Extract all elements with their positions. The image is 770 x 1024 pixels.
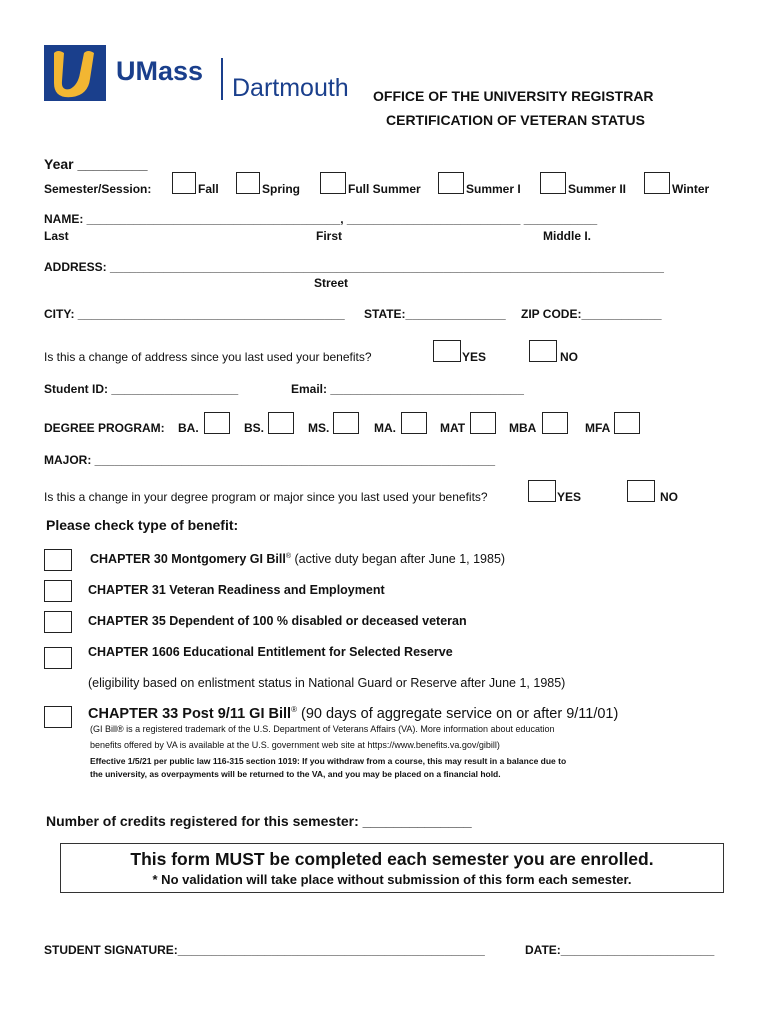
degree-mba-label: MBA: [509, 421, 537, 435]
checkbox-degree-ba[interactable]: [204, 412, 230, 434]
notice-main: This form MUST be completed each semester you are enrolled.: [130, 849, 654, 869]
state-field[interactable]: STATE:_______________: [364, 307, 506, 321]
degree-ba-label: BA.: [178, 421, 199, 435]
year-field[interactable]: Year _________: [44, 156, 148, 172]
chapter-33-label: CHAPTER 33 Post 9/11 GI Bill® (90 days of aggregate service on or after 9/11/01): [88, 705, 619, 722]
checkbox-degree-ma[interactable]: [401, 412, 427, 434]
semester-label: Semester/Session:: [44, 182, 152, 196]
u-mark-icon: [44, 45, 106, 101]
checkbox-spring[interactable]: [236, 172, 260, 194]
checkbox-summer-2[interactable]: [540, 172, 566, 194]
degree-ms-label: MS.: [308, 421, 330, 435]
program-change-question: Is this a change in your degree program or major since you last used your benefits?: [44, 490, 488, 504]
checkbox-winter[interactable]: [644, 172, 670, 194]
middle-initial-caption: Middle I.: [543, 229, 591, 243]
option-spring: Spring: [262, 182, 300, 196]
checkbox-degree-mfa[interactable]: [614, 412, 640, 434]
checkbox-address-yes[interactable]: [433, 340, 461, 362]
checkbox-chapter-1606[interactable]: [44, 647, 72, 669]
signature-field[interactable]: STUDENT SIGNATURE:______________________________________________: [44, 943, 485, 957]
checkbox-program-no[interactable]: [627, 480, 655, 502]
checkbox-degree-ms[interactable]: [333, 412, 359, 434]
notice-box: [60, 843, 724, 893]
checkbox-chapter-35[interactable]: [44, 611, 72, 633]
option-summer-1: Summer I: [466, 182, 521, 196]
degree-mat-label: MAT: [440, 421, 466, 435]
degree-label: DEGREE PROGRAM:: [44, 421, 165, 435]
program-no-label: NO: [660, 490, 678, 504]
city-field[interactable]: CITY: ________________________________________: [44, 307, 345, 321]
chapter-35-label: CHAPTER 35 Dependent of 100 % disabled or deceased veteran: [88, 614, 467, 628]
address-yes-label: YES: [462, 350, 487, 364]
option-fall: Fall: [198, 182, 219, 196]
credits-field[interactable]: Number of credits registered for this semester: ______________: [46, 813, 472, 829]
checkbox-chapter-30[interactable]: [44, 549, 72, 571]
option-winter: Winter: [672, 182, 710, 196]
email-field[interactable]: Email: _____________________________: [291, 382, 524, 396]
gi-bill-trademark-line2: benefits offered by VA is available at the U.S. government web site at https://www.benefits.va.gov/gibill): [90, 740, 500, 750]
chapter-1606-note: (eligibility based on enlistment status in National Guard or Reserve after June 1, 1985): [88, 676, 566, 690]
name-field[interactable]: NAME: ______________________________________, __________________________ ___________: [44, 212, 598, 226]
address-change-question: Is this a change of address since you last used your benefits?: [44, 350, 372, 364]
form-title: CERTIFICATION OF VETERAN STATUS: [386, 112, 645, 128]
major-field[interactable]: MAJOR: ____________________________________________________________: [44, 453, 496, 467]
logo-dartmouth-text: Dartmouth: [232, 74, 349, 102]
street-caption: Street: [314, 276, 349, 290]
effective-notice-line2: the university, as overpayments will be returned to the VA, and you may be placed on a financial hold.: [90, 769, 501, 779]
chapter-30-label: CHAPTER 30 Montgomery GI Bill® (active duty began after June 1, 1985): [90, 552, 506, 566]
degree-bs-label: BS.: [244, 421, 265, 435]
checkbox-full-summer[interactable]: [320, 172, 346, 194]
notice-sub: * No validation will take place without submission of this form each semester.: [152, 872, 632, 887]
program-yes-label: YES: [557, 490, 582, 504]
option-summer-2: Summer II: [568, 182, 627, 196]
zip-field[interactable]: ZIP CODE:____________: [521, 307, 662, 321]
checkbox-chapter-31[interactable]: [44, 580, 72, 602]
logo-umass-text: UMass: [116, 56, 204, 86]
effective-notice-line1: Effective 1/5/21 per public law 116-315 section 1019: If you withdraw from a course, this may result in a balance due to: [90, 756, 567, 766]
office-title: OFFICE OF THE UNIVERSITY REGISTRAR: [373, 88, 654, 104]
checkbox-degree-mba[interactable]: [542, 412, 568, 434]
logo-divider: [221, 58, 223, 100]
last-name-caption: Last: [44, 229, 69, 243]
checkbox-address-no[interactable]: [529, 340, 557, 362]
checkbox-fall[interactable]: [172, 172, 196, 194]
checkbox-program-yes[interactable]: [528, 480, 556, 502]
student-id-field[interactable]: Student ID: ___________________: [44, 382, 239, 396]
address-field[interactable]: ADDRESS: ___________________________________________________________________________________: [44, 260, 664, 274]
chapter-31-label: CHAPTER 31 Veteran Readiness and Employment: [88, 583, 385, 597]
first-name-caption: First: [316, 229, 343, 243]
gi-bill-trademark-line1: (GI Bill® is a registered trademark of the U.S. Department of Veterans Affairs (VA). More information about education: [90, 724, 555, 734]
address-no-label: NO: [560, 350, 578, 364]
option-full-summer: Full Summer: [348, 182, 421, 196]
degree-mfa-label: MFA: [585, 421, 611, 435]
checkbox-degree-bs[interactable]: [268, 412, 294, 434]
chapter-1606-label: CHAPTER 1606 Educational Entitlement for Selected Reserve: [88, 645, 453, 659]
checkbox-summer-1[interactable]: [438, 172, 464, 194]
degree-ma-label: MA.: [374, 421, 396, 435]
date-field[interactable]: DATE:_______________________: [525, 943, 715, 957]
benefit-heading: Please check type of benefit:: [46, 517, 239, 533]
checkbox-chapter-33[interactable]: [44, 706, 72, 728]
checkbox-degree-mat[interactable]: [470, 412, 496, 434]
